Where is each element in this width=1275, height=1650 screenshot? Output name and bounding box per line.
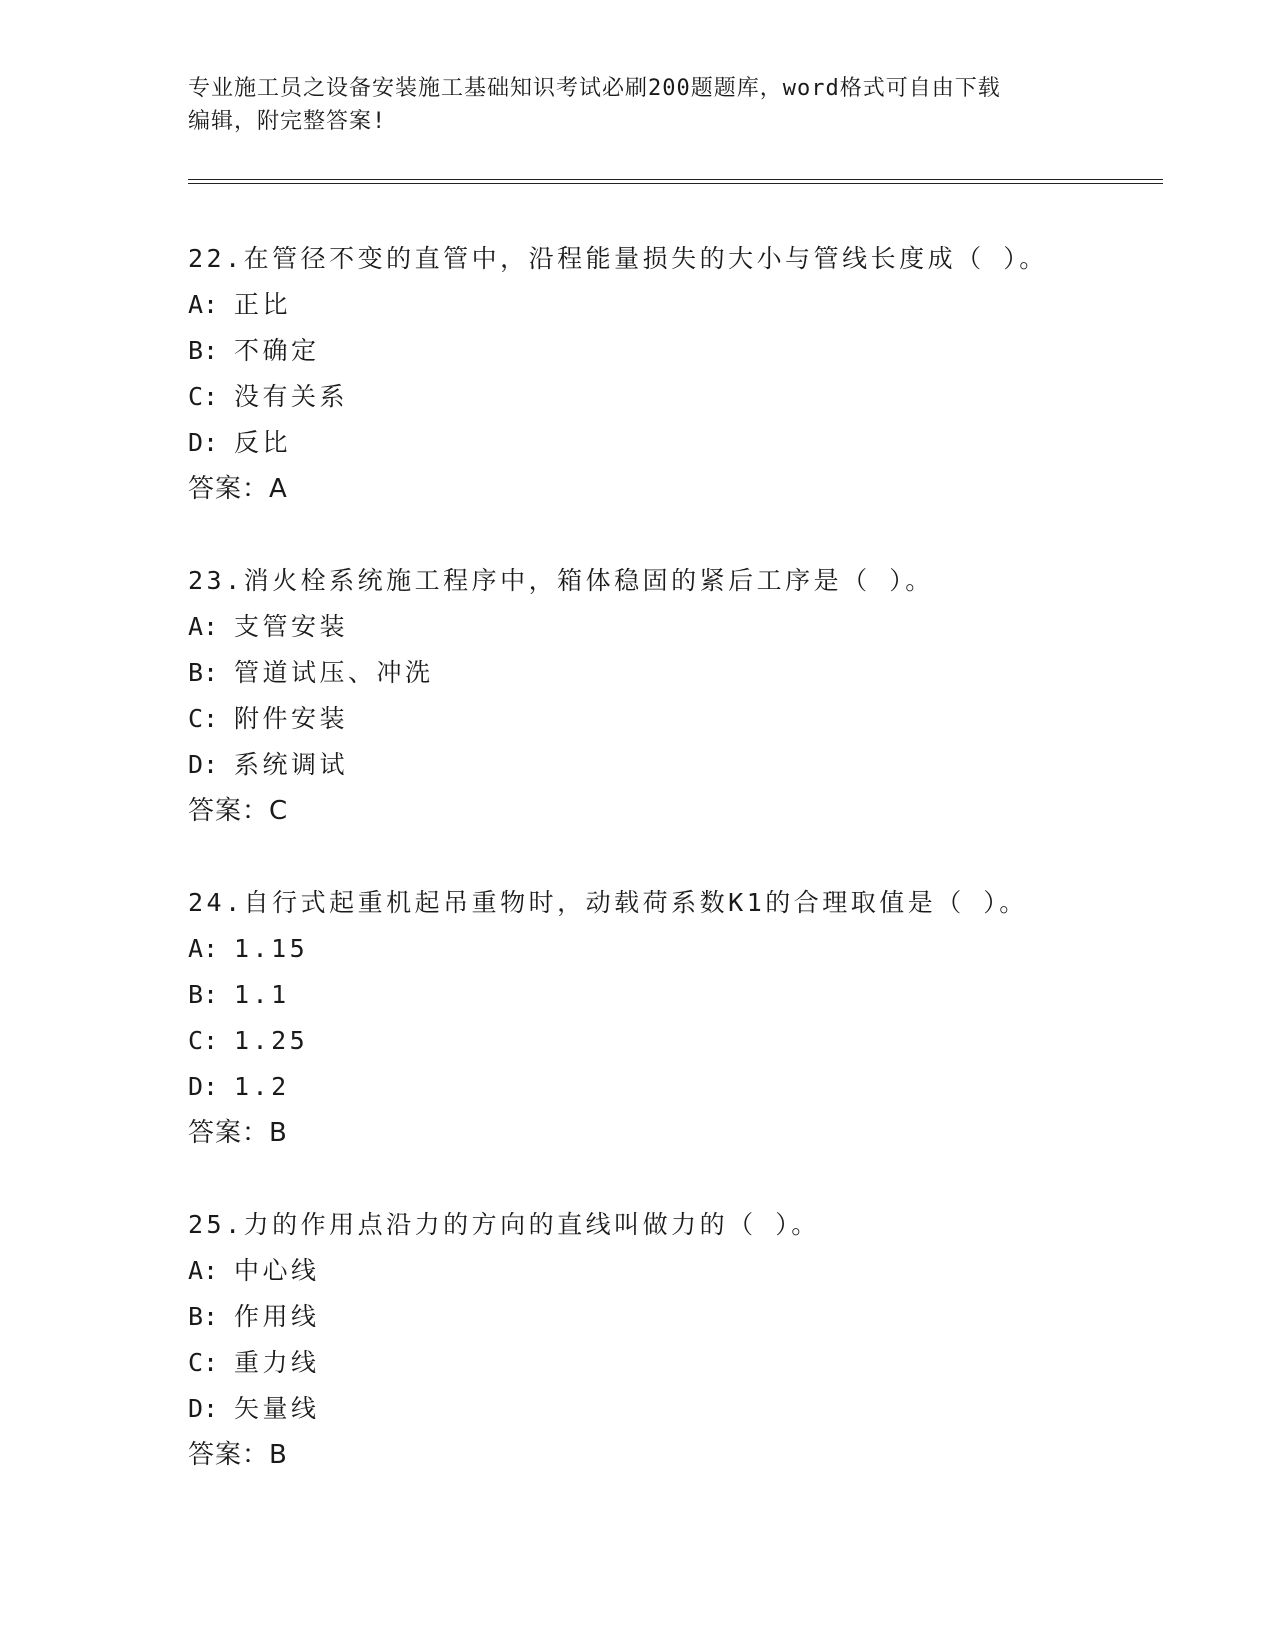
option-letter: D: xyxy=(188,1072,219,1101)
option-text: 不确定 xyxy=(234,336,320,365)
question-stem: 22.在管径不变的直管中，沿程能量损失的大小与管线长度成（ ）。 xyxy=(188,244,1048,273)
document-header xyxy=(188,72,1088,138)
option-c xyxy=(188,1340,1188,1386)
option-text: 矢量线 xyxy=(234,1394,320,1423)
option-c xyxy=(188,696,1188,742)
option-text: 管道试压、冲洗 xyxy=(234,658,434,687)
question-stem: 24.自行式起重机起吊重物时，动载荷系数K1的合理取值是（ ）。 xyxy=(188,888,1028,917)
option-letter: B: xyxy=(188,658,219,687)
question-list xyxy=(188,236,1188,1524)
option-letter: C: xyxy=(188,704,219,733)
option-text: 支管安装 xyxy=(234,612,349,641)
question-22 xyxy=(188,236,1188,558)
option-letter: B: xyxy=(188,1302,219,1331)
option-letter: C: xyxy=(188,1348,219,1377)
option-c xyxy=(188,374,1188,420)
option-text: 重力线 xyxy=(234,1348,320,1377)
option-text: 1.15 xyxy=(234,934,309,963)
option-letter: B: xyxy=(188,336,219,365)
option-d xyxy=(188,420,1188,466)
header-title-line-1: 专业施工员之设备安装施工基础知识考试必刷200题题库，word格式可自由下载 xyxy=(188,76,1001,101)
option-c xyxy=(188,1018,1188,1064)
option-text: 作用线 xyxy=(234,1302,320,1331)
question-stem: 23.消火栓系统施工程序中，箱体稳固的紧后工序是（ ）。 xyxy=(188,566,934,595)
option-letter: A: xyxy=(188,934,219,963)
question-23 xyxy=(188,558,1188,880)
option-d xyxy=(188,1064,1188,1110)
answer-line: 答案：B xyxy=(188,1118,288,1148)
option-letter: A: xyxy=(188,290,219,319)
option-letter: D: xyxy=(188,750,219,779)
option-letter: A: xyxy=(188,612,219,641)
option-text: 系统调试 xyxy=(234,750,349,779)
question-25 xyxy=(188,1202,1188,1524)
option-letter: A: xyxy=(188,1256,219,1285)
option-b xyxy=(188,328,1188,374)
answer-line: 答案：C xyxy=(188,796,289,826)
option-text: 反比 xyxy=(234,428,292,457)
option-text: 附件安装 xyxy=(234,704,349,733)
option-text: 中心线 xyxy=(234,1256,320,1285)
option-a xyxy=(188,926,1188,972)
question-24 xyxy=(188,880,1188,1202)
option-a xyxy=(188,282,1188,328)
answer-line: 答案：B xyxy=(188,1440,288,1470)
question-stem: 25.力的作用点沿力的方向的直线叫做力的（ ）。 xyxy=(188,1210,820,1239)
option-d xyxy=(188,742,1188,788)
option-text: 没有关系 xyxy=(234,382,349,411)
option-b xyxy=(188,650,1188,696)
option-letter: D: xyxy=(188,428,219,457)
option-text: 正比 xyxy=(234,290,292,319)
option-text: 1.1 xyxy=(234,980,290,1009)
header-title-line-2: 编辑，附完整答案! xyxy=(188,109,387,134)
option-letter: D: xyxy=(188,1394,219,1423)
option-letter: B: xyxy=(188,980,219,1009)
option-letter: C: xyxy=(188,382,219,411)
option-letter: C: xyxy=(188,1026,219,1055)
option-text: 1.2 xyxy=(234,1072,290,1101)
option-text: 1.25 xyxy=(234,1026,309,1055)
option-d xyxy=(188,1386,1188,1432)
option-a xyxy=(188,1248,1188,1294)
option-b xyxy=(188,1294,1188,1340)
header-double-rule xyxy=(188,179,1163,184)
option-b xyxy=(188,972,1188,1018)
answer-line: 答案：A xyxy=(188,474,288,504)
option-a xyxy=(188,604,1188,650)
